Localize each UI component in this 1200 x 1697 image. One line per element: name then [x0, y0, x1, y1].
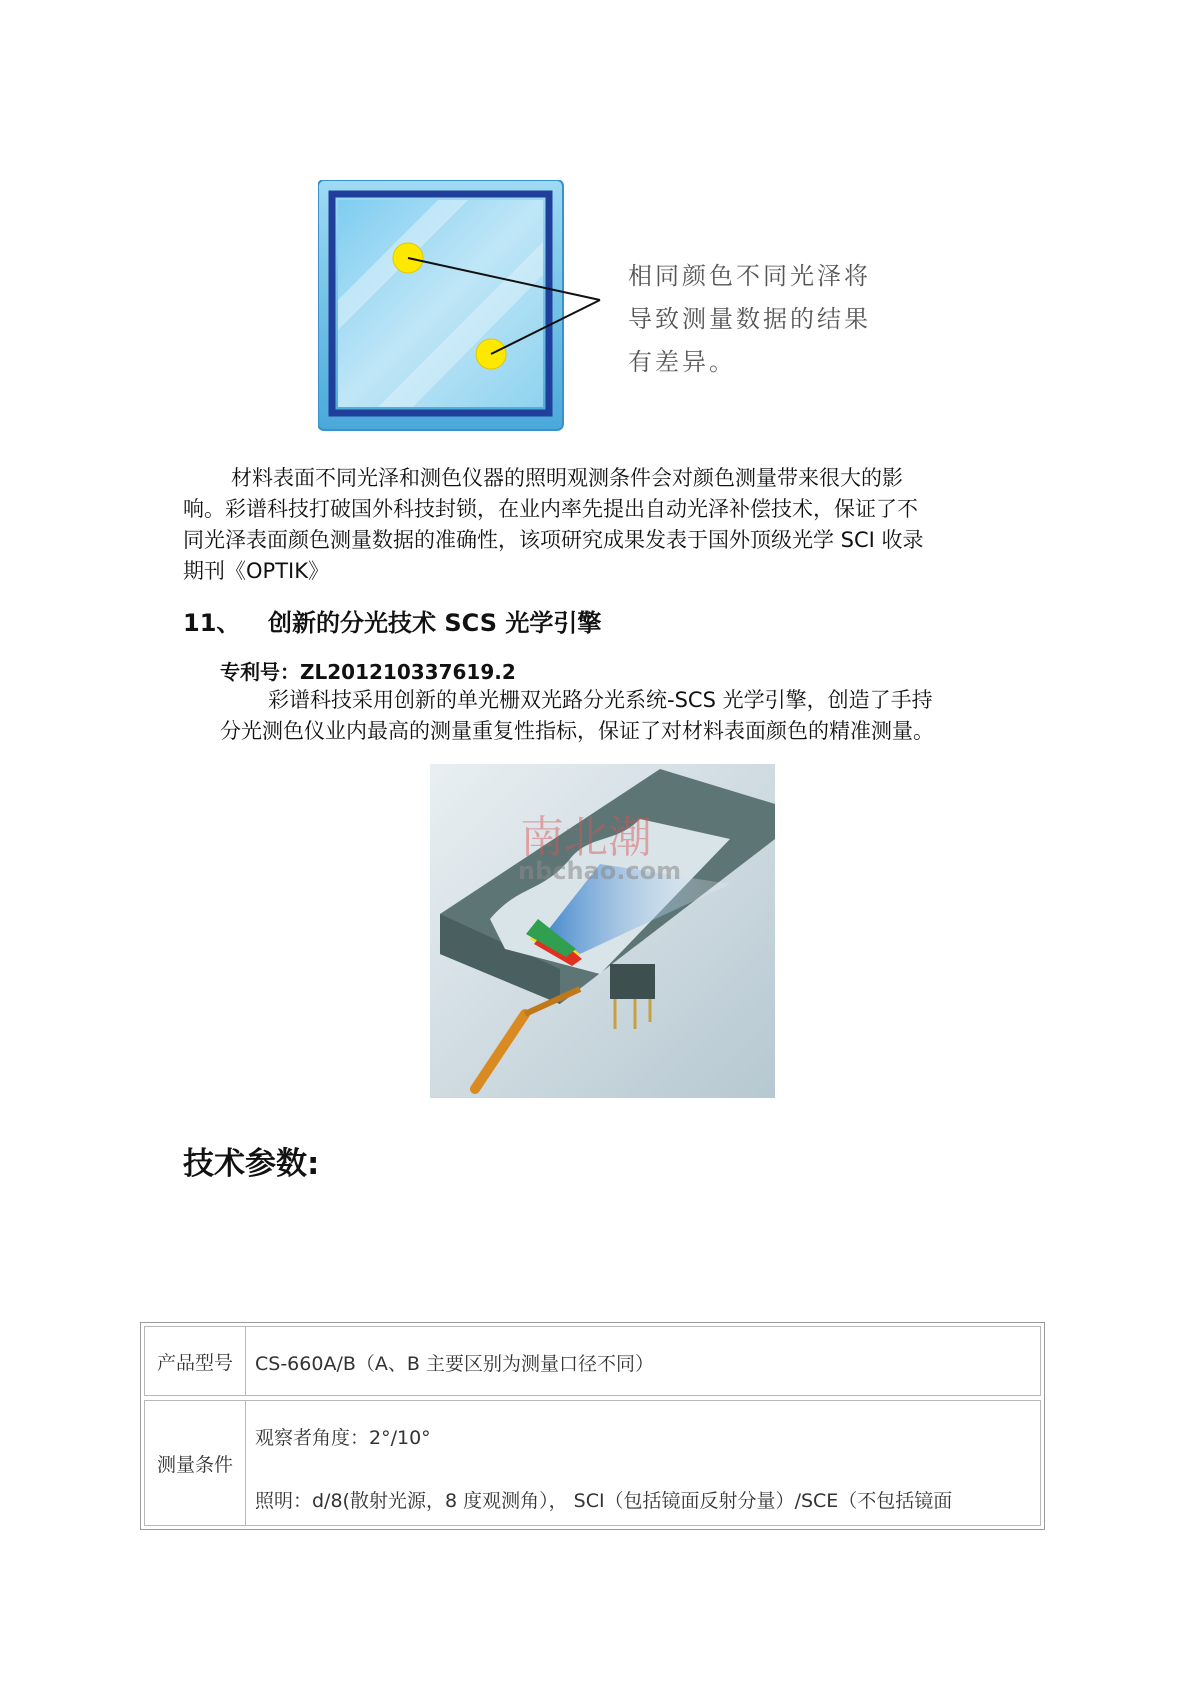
table-row	[144, 1400, 1041, 1526]
caption-line-3: 有差异。	[628, 348, 736, 376]
row-label: 产品型号	[145, 1327, 246, 1395]
paragraph-line: 分光测色仪业内最高的测量重复性指标，保证了对材料表面颜色的精准测量。	[220, 719, 934, 743]
paragraph-line: 材料表面不同光泽和测色仪器的照明观测条件会对颜色测量带来很大的影	[231, 466, 903, 490]
row-value	[245, 1327, 1040, 1395]
paragraph-gloss	[183, 463, 924, 587]
paragraph-line: 期刊《OPTIK》	[183, 559, 329, 583]
tech-params-title: 技术参数:	[183, 1146, 320, 1182]
table-row	[144, 1326, 1041, 1396]
row-value	[245, 1401, 1040, 1525]
section-title: 创新的分光技术 SCS 光学引擎	[268, 609, 602, 637]
spec-table	[140, 1322, 1045, 1530]
gloss-figure	[318, 180, 918, 440]
value-line: 观察者角度：2°/10°	[255, 1427, 431, 1449]
caption-line-1: 相同颜色不同光泽将	[628, 262, 871, 290]
paragraph-scs	[220, 685, 934, 747]
value-line: CS-660A/B（A、B 主要区别为测量口径不同）	[255, 1353, 654, 1375]
row-label: 测量条件	[145, 1401, 246, 1525]
paragraph-line: 响。彩谱科技打破国外科技封锁，在业内率先提出自动光泽补偿技术，保证了不	[183, 497, 918, 521]
caption-line-2: 导致测量数据的结果	[628, 305, 871, 333]
value-line: 照明：d/8(散射光源，8 度观测角）， SCI（包括镜面反射分量）/SCE（不包括镜面	[255, 1490, 953, 1512]
watermark-en: nbchao.com	[518, 857, 682, 885]
optical-engine-figure	[430, 764, 775, 1098]
optical-engine-illustration	[430, 764, 775, 1098]
paragraph-line: 同光泽表面颜色测量数据的准确性，该项研究成果发表于国外顶级光学 SCI 收录	[183, 528, 924, 552]
paragraph-line: 彩谱科技采用创新的单光栅双光路分光系统-SCS 光学引擎，创造了手持	[268, 688, 933, 712]
section-number: 11、	[183, 609, 241, 637]
watermark-cn: 南北潮	[520, 812, 652, 863]
gloss-caption	[628, 255, 871, 384]
patent-number: 专利号：ZL201210337619.2	[220, 660, 516, 684]
